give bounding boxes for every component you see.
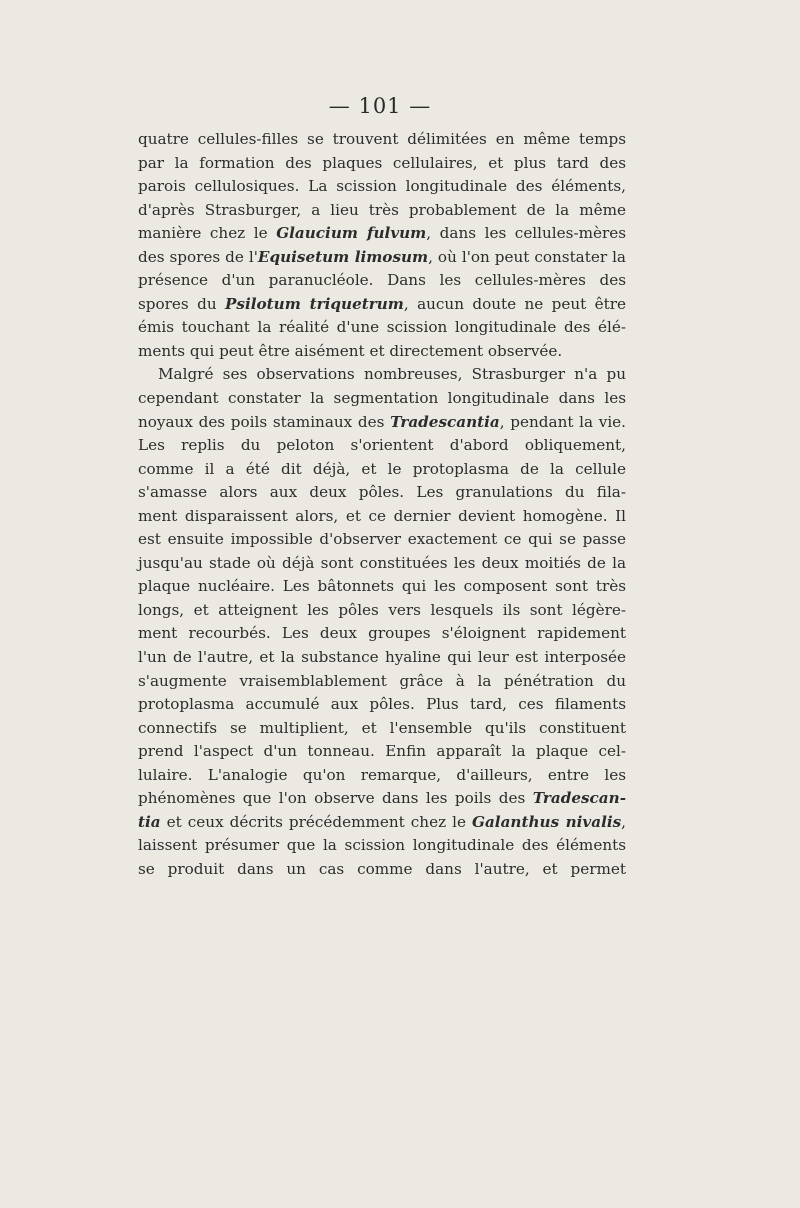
text-line — [138, 128, 626, 152]
text-run: ments qui peut être aisément et directement observée. — [138, 341, 563, 360]
text-run: noyaux des poils staminaux des — [138, 412, 391, 431]
text-line — [138, 152, 626, 176]
text-line — [138, 858, 626, 882]
body-text — [138, 128, 626, 882]
italic-term: Equisetum limosum — [257, 247, 429, 266]
text-run: , aucun doute ne peut être — [403, 294, 626, 313]
text-line — [138, 811, 626, 835]
text-line — [138, 199, 626, 223]
text-line — [138, 269, 626, 293]
text-run: par la formation des plaques cellulaires, et plus tard des — [138, 153, 626, 172]
text-run: prend l'aspect d'un tonneau. Enfin apparaît la plaque cel- — [138, 742, 626, 761]
text-run: comme il a été dit déjà, et le protoplasma de la cellule — [138, 459, 626, 478]
text-run: des spores de l' — [138, 247, 258, 266]
text-run: laissent présumer que la scission longitudinale des éléments — [138, 836, 626, 855]
text-line — [138, 458, 626, 482]
text-run: cependant constater la segmentation longitudinale dans les — [138, 389, 626, 408]
text-run: s'amasse alors aux deux pôles. Les granulations du fila- — [138, 483, 626, 502]
italic-term: tia — [138, 812, 161, 831]
text-line — [138, 693, 626, 717]
text-run: l'un de l'autre, et la substance hyaline qui leur est interposée — [138, 648, 626, 667]
text-run: s'augmente vraisemblablement grâce à la pénétration du — [138, 671, 626, 690]
text-line — [138, 246, 626, 270]
text-line — [138, 528, 626, 552]
italic-term: Glaucium fulvum — [276, 224, 427, 243]
text-run: se produit dans un cas comme dans l'autre, et permet — [138, 859, 626, 878]
text-line — [138, 764, 626, 788]
text-run: , où l'on peut constater la — [428, 247, 626, 266]
text-run: jusqu'au stade où déjà sont constituées les deux moitiés de la — [138, 553, 626, 572]
text-run: quatre cellules-filles se trouvent délimitées en même temps — [138, 130, 626, 148]
italic-term: Psilotum triquetrum — [225, 294, 404, 313]
text-line — [138, 575, 626, 599]
text-run: , pendant la vie. — [499, 412, 626, 431]
text-line — [138, 434, 626, 458]
text-run: ment recourbés. Les deux groupes s'éloignent rapidement — [138, 624, 626, 643]
text-run: est ensuite impossible d'observer exactement ce qui se passe — [138, 530, 626, 549]
text-run: présence d'un paranucléole. Dans les cellules-mères des — [138, 271, 626, 290]
text-line — [138, 717, 626, 741]
text-line — [138, 505, 626, 529]
text-line — [138, 363, 626, 387]
text-run: spores du — [138, 294, 225, 313]
text-run: émis touchant la réalité d'une scission longitudinale des élé- — [138, 318, 626, 337]
text-line — [138, 411, 626, 435]
italic-term: Tradescantia — [390, 412, 500, 431]
text-line — [138, 834, 626, 858]
text-run: Malgré ses observations nombreuses, Strasburger n'a pu — [158, 365, 626, 384]
text-run: phénomènes que l'on observe dans les poils des — [138, 789, 533, 808]
text-line — [138, 670, 626, 694]
text-line — [138, 787, 626, 811]
page-number: — 101 — — [328, 94, 432, 118]
text-run: connectifs se multiplient, et l'ensemble qu'ils constituent — [138, 718, 626, 737]
text-line — [138, 622, 626, 646]
text-line — [138, 481, 626, 505]
text-run: plaque nucléaire. Les bâtonnets qui les composent sont très — [138, 577, 626, 596]
italic-term: Tradescan- — [532, 789, 626, 808]
text-line — [138, 646, 626, 670]
text-line — [138, 175, 626, 199]
text-line — [138, 340, 626, 364]
text-line — [138, 552, 626, 576]
text-line — [138, 316, 626, 340]
text-run: lulaire. L'analogie qu'on remarque, d'ailleurs, entre les — [138, 765, 626, 784]
text-run: Les replis du peloton s'orientent d'abord obliquement, — [138, 436, 626, 455]
text-run: parois cellulosiques. La scission longitudinale des éléments, — [138, 177, 626, 196]
text-run: protoplasma accumulé aux pôles. Plus tard, ces filaments — [138, 695, 626, 714]
text-run: ment disparaissent alors, et ce dernier devient homogène. Il — [138, 506, 626, 525]
text-run: et ceux décrits précédemment chez le — [160, 812, 472, 831]
text-line — [138, 222, 626, 246]
italic-term: Galanthus nivalis — [472, 812, 622, 831]
text-run: , — [621, 812, 626, 831]
text-line — [138, 387, 626, 411]
text-line — [138, 293, 626, 317]
text-line — [138, 599, 626, 623]
text-run: d'après Strasburger, a lieu très probablement de la même — [138, 200, 626, 219]
text-run: manière chez le — [138, 224, 277, 243]
text-run: longs, et atteignent les pôles vers lesquels ils sont légère- — [138, 600, 626, 619]
text-run: , dans les cellules-mères — [426, 224, 627, 243]
text-line — [138, 740, 626, 764]
